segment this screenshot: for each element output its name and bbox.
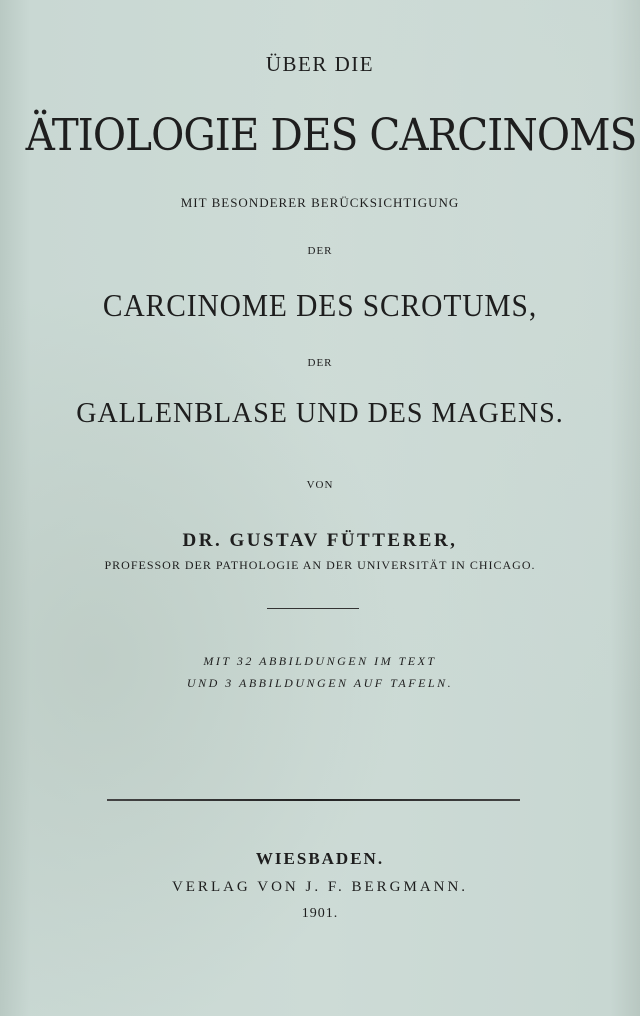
subtitle: MIT BESONDERER BERÜCKSICHTIGUNG	[180, 195, 460, 210]
connector-der-1: DER	[307, 245, 333, 257]
author-name: DR. GUSTAV FÜTTERER,	[182, 530, 458, 551]
short-divider	[267, 608, 359, 609]
publisher: VERLAG VON J. F. BERGMANN.	[171, 879, 469, 895]
author-affiliation: PROFESSOR DER PATHOLOGIE AN DER UNIVERSITÄT IN CHICAGO.	[104, 558, 536, 572]
connector-der-2: DER	[307, 357, 333, 369]
heading-scrotum: CARCINOME DES SCROTUMS,	[102, 287, 538, 323]
main-title: ÄTIOLOGIE DES CARCINOMS	[25, 110, 637, 161]
title-prefix: ÜBER DIE	[265, 52, 375, 76]
illustrations-note-1: MIT 32 ABBILDUNGEN IM TEXT	[203, 654, 437, 668]
connector-von: VON	[306, 479, 334, 491]
illustrations-note-2: UND 3 ABBILDUNGEN AUF TAFELN.	[186, 676, 454, 690]
long-divider	[107, 799, 520, 801]
publication-year: 1901.	[301, 906, 339, 921]
heading-gallbladder-stomach: GALLENBLASE UND DES MAGENS.	[76, 398, 564, 429]
publication-city: WIESBADEN.	[255, 849, 385, 868]
